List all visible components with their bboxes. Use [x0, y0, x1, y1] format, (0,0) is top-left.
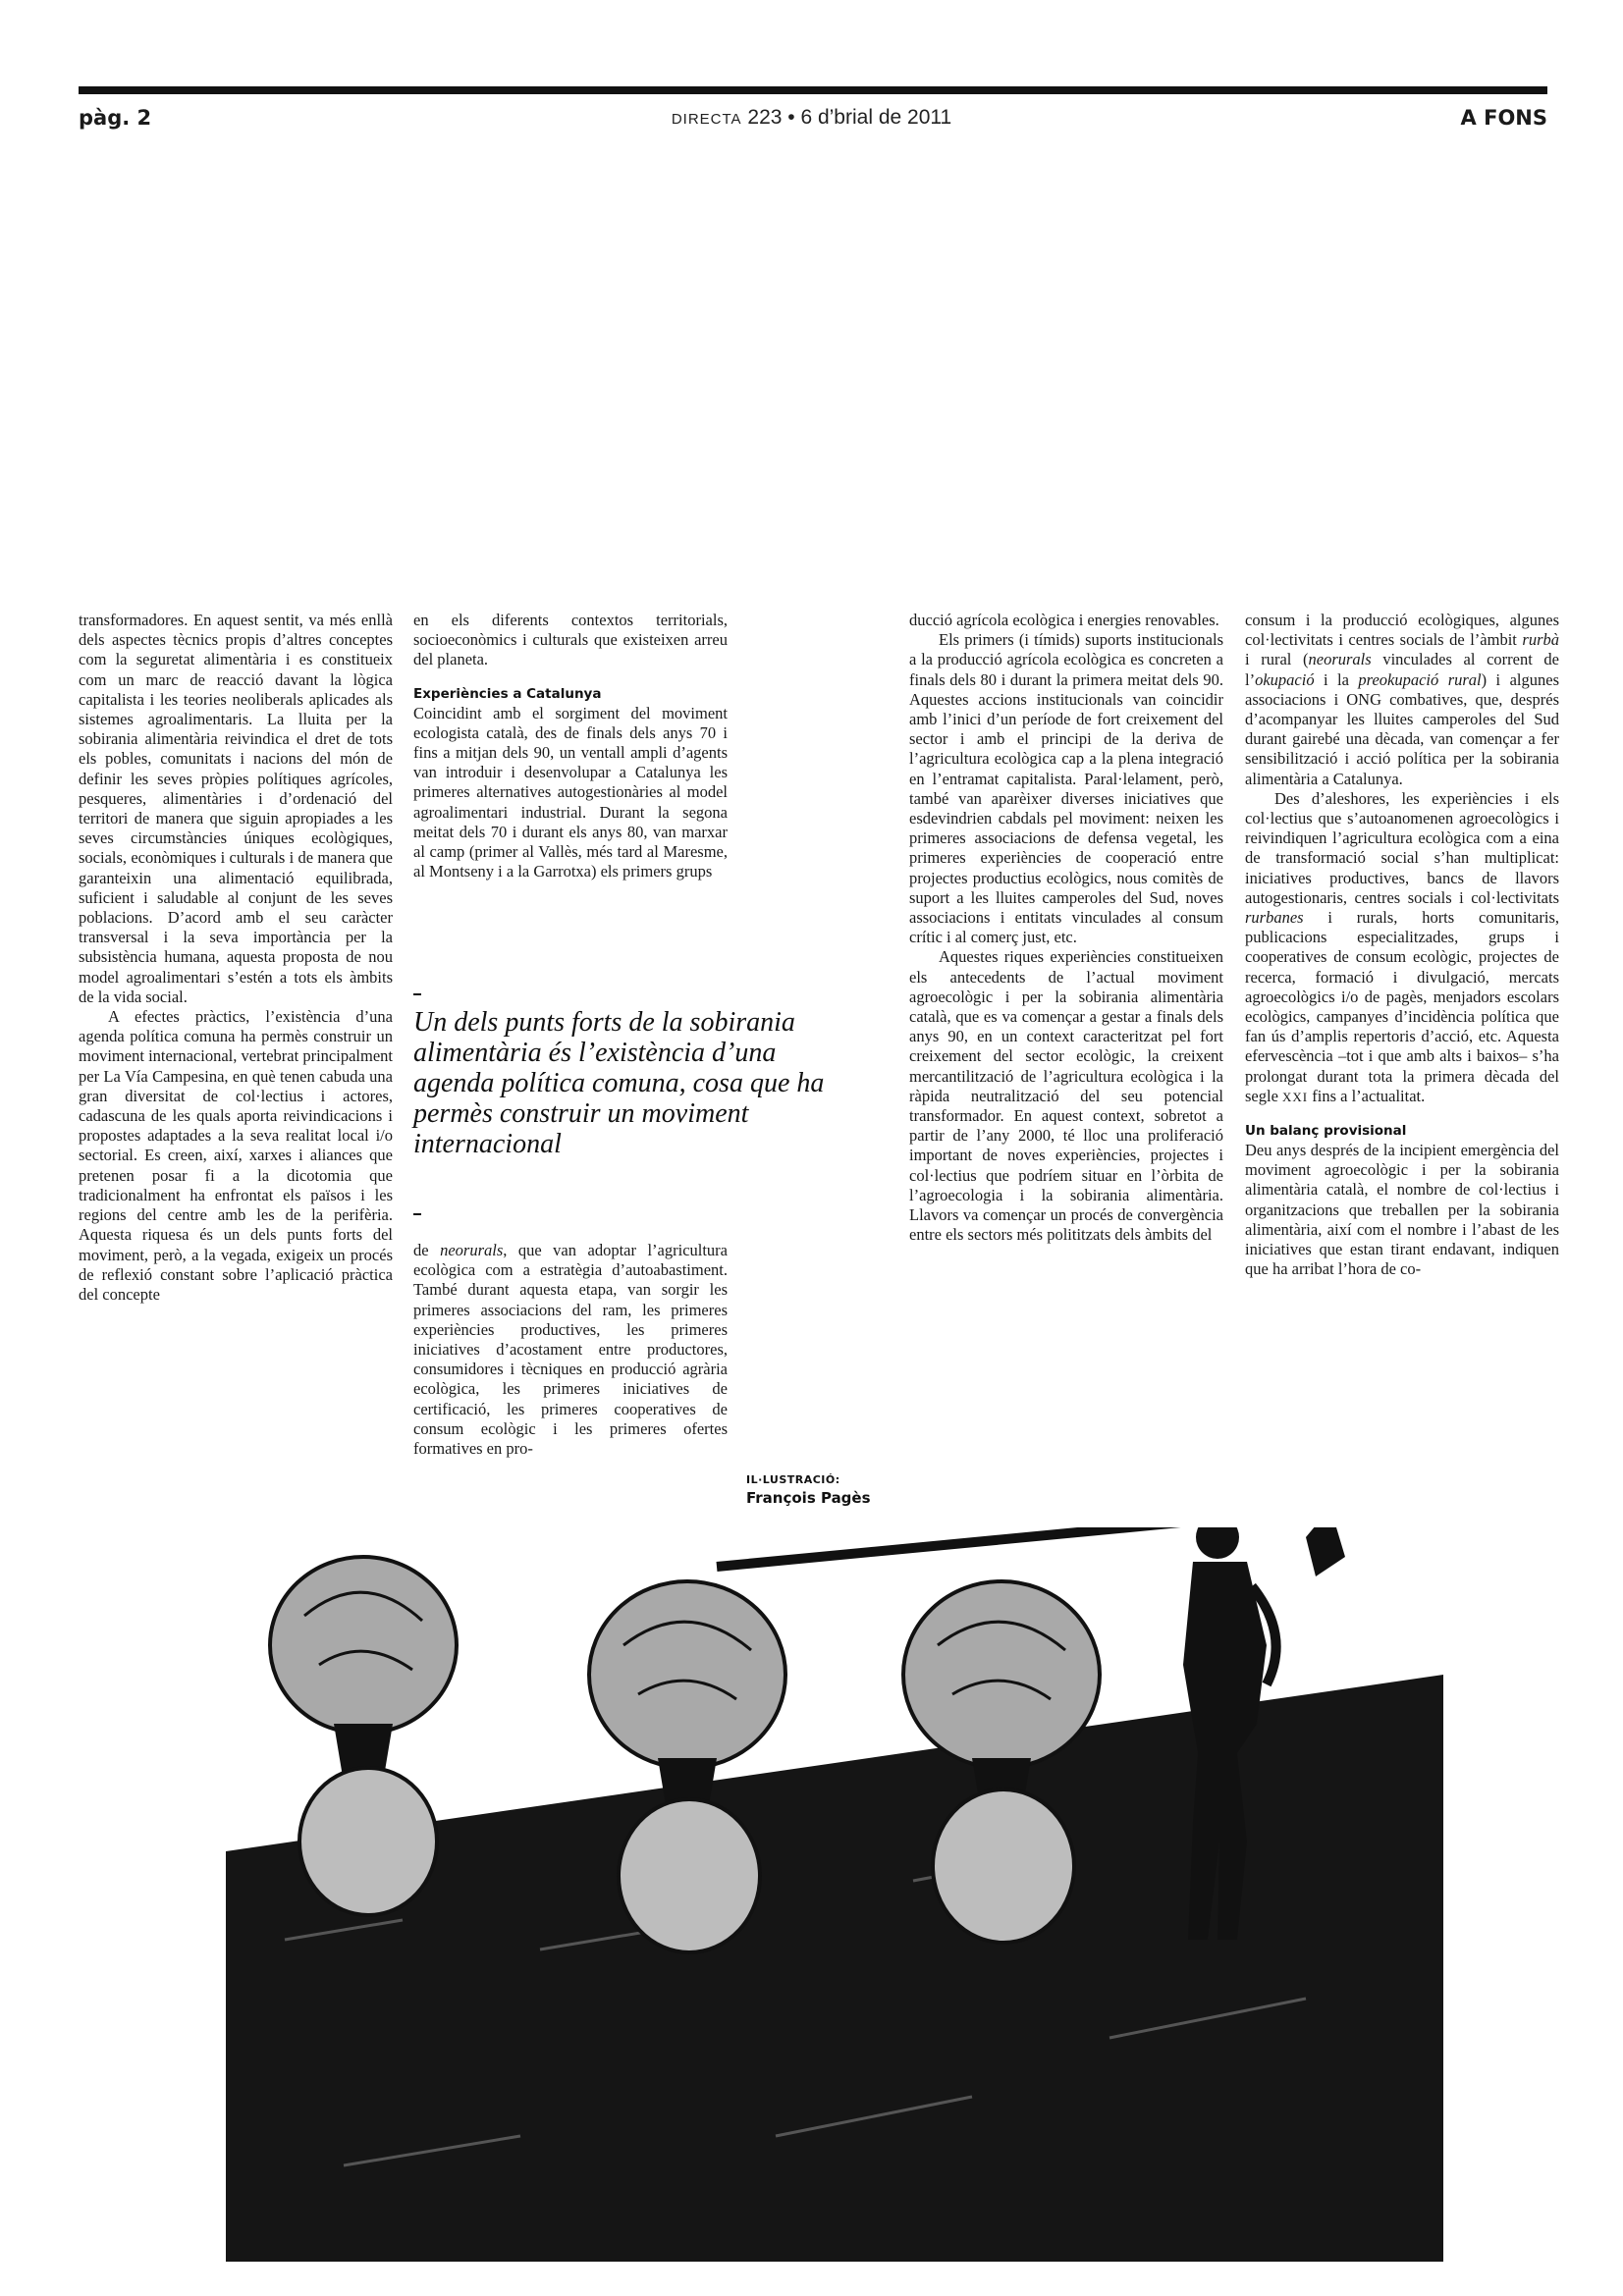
illustration-credit	[746, 1472, 874, 1508]
article-column-2	[413, 611, 728, 881]
paragraph: de neorurals, que van adoptar l’agricultura ecològica com a estratègia d’autoabastiment. També durant aquesta etapa, van sorgir les primeres associacions del ram, les primeres experiències productives, les primeres iniciatives d’acostament entre productores, consumidores i tècniques en producció agrària ecològica, les primeres iniciatives de certificació, les primeres cooperatives de consum ecològic i les primeres ofertes formatives en pro-	[413, 1241, 729, 1459]
paragraph: Des d’aleshores, les experiències i els col·lectius que s’autoanomenen agroecològics i reivindiquen l’agricultura ecològica com a eina de transformació social s’han multiplicat: iniciatives productives, bancs de llavors autogestionaris, centres socials i col·lectivitats rurbanes i rurals, horts comunitaris, publicacions especialitzades, grups i cooperatives de consum ecològic, projectes de recerca, formació i divulgació, mercats agroecològics i/o de pagès, menjadors escolars ecològics, campanyes d’incidència política que fan ús d’amplis repertoris d’acció, etc. Aquesta efervescència –tot i que amb alts i baixos– s’ha prolongat durant tota la primera dècada del segle XXI fins a l’actualitat.	[1245, 788, 1559, 1105]
paragraph: Aquestes riques experiències constitueixen els antecedents de l’actual moviment agroecològic i per la sobirania alimentària català, que es va començar a gestar a finals dels anys 90, en un context caracteritzat pel fort creixement del sector ecològic, la creixent mercantilització de l’agricultura ecològica i la ràpida neutralització del seu potencial transformador. En aquest context, sobretot a partir de l’any 2000, té lloc una proliferació important de noves experiències, projectes i col·lectius que podríem situar en l’òrbita de l’agroecologia i la sobirania alimentària. Llavors va començar un procés de convergència entre els sectors més polititzats dels àmbits del	[909, 947, 1223, 1245]
issue-date: 223 • 6 d’brial de 2011	[747, 106, 952, 129]
paragraph: Deu anys després de la incipient emergència del moviment agroecològic i per la sobirania alimentària català, el nombre de col·lectius i organitzacions que treballen per la sobirania alimentària, així com el nombre i l’abast de les iniciatives que estan tirant endavant, indiquen que ha arribat l’hora de co-	[1245, 1141, 1559, 1279]
article-column-3	[909, 611, 1223, 1246]
article-column-4	[1245, 611, 1559, 1280]
paragraph: transformadores. En aquest sentit, va més enllà dels aspectes tècnics propis d’altres conceptes com la seguretat alimentària i es constitueix com un marc de reacció davant la lògica capitalista i les teories neoliberals aplicades als sistemes agroalimentaris. La lluita per la sobirania alimentària reivindica el dret de tots els pobles, comunitats i nacions del món de definir les seves pròpies polítiques agrícoles, pesqueres, alimentàries i d’ordenació del territori de manera que siguin apropiades a les seves circumstàncies úniques ecològiques, socials, econòmiques i culturals i de manera que garanteixin una alimentació equilibrada, suficient i saludable al conjunt de les seves poblacions. D’acord amb el seu caràcter transversal i la seva importància per la subsistència humana, aquesta proposta de nou model agroalimentari s’estén a tots els àmbits de la vida social.	[79, 611, 393, 1006]
emphasis: neorurals	[440, 1241, 504, 1259]
pullquote-dash-bottom	[413, 1213, 421, 1215]
pullquote-dash-top	[413, 993, 421, 995]
header-rule	[79, 86, 1547, 94]
paragraph: ducció agrícola ecològica i energies renovables.	[909, 611, 1219, 629]
pullquote: Un dels punts forts de la sobirania alimentària és l’existència d’una agenda política comuna, cosa que ha permès construir un moviment internacional	[413, 1007, 825, 1159]
paragraph: A efectes pràctics, l’existència d’una agenda política comuna ha permès construir un moviment internacional, vertebrat principalment per La Vía Campesina, en què tenen cabuda una gran diversitat de col·lectius i actores, cadascuna de les quals aporta reivindicacions i propostes adaptades a la seva realitat local i/o sectorial. Es creen, així, xarxes i aliances que pretenen posar fi a la dicotomia que tradicionalment ha enfrontat els països i les regions del centre amb les de la perifèria. Aquesta riquesa és un dels punts forts del moviment, però, a la vegada, exigeix un procés de reflexió constant sobre l’aplicació pràctica del concepte	[79, 1007, 393, 1304]
paragraph: Coincidint amb el sorgiment del moviment ecologista català, des de finals dels anys 70 i fins a mitjan dels 90, un ventall ampli d’agents van introduir i desenvolupar a Catalunya les primeres alternatives autogestionàries al model agroalimentari industrial. Durant la segona meitat dels 70 i durant els anys 80, van marxar al camp (primer al Vallès, més tard al Maresme, al Montseny i a la Garrotxa) els primers grups	[413, 703, 728, 881]
paragraph: consum i la producció ecològiques, algunes col·lectivitats i centres socials de l’àmbit rurbà i rural (neorurals vinculades al corrent de l’okupació i la preokupació rural) i algunes associacions i ONG combatives, que, després d’acompanyar les lluites camperoles del Sud durant gairebé una dècada, van començar a fer sensibilització i acció política per la sobirania alimentària a Catalunya.	[1245, 611, 1560, 788]
article-column-1	[79, 611, 393, 1305]
credit-label: IL·LUSTRACIÓ:	[746, 1473, 840, 1486]
credit-name: François Pagès	[746, 1489, 871, 1507]
section-label: A FONS	[1460, 106, 1547, 130]
publication-line	[0, 104, 1623, 133]
publication-name: DIRECTA	[671, 111, 742, 128]
subheading: Un balanç provisional	[1245, 1123, 1407, 1140]
article-column-2-continued	[413, 1241, 728, 1459]
page-number: pàg. 2	[79, 106, 152, 130]
paragraph: Els primers (i tímids) suports institucionals a la producció agrícola ecològica es concreten a finals dels 80 i durant la primera meitat dels 90. Aquestes accions institucionals van coincidir amb l’inici d’un període de fort creixement del sector i amb el principi de la deriva de l’agricultura ecològica cap a la plena integració en l’entramat capitalista. Paral·lelament, però, també van aparèixer diverses iniciatives que esdevindrien cabdals pel moviment: neixen les primeres associacions de defensa vegetal, les primeres experiències de cooperació entre projectes productius ecològics, nous comitès de suport a les lluites camperoles del Sud, noves associacions i entitats vinculades al consum crític i al comerç just, etc.	[909, 630, 1223, 947]
subheading: Experiències a Catalunya	[413, 685, 602, 702]
woodcut-illustration	[226, 1527, 1443, 2262]
paragraph: en els diferents contextos territorials, socioeconòmics i culturals que existeixen arreu del planeta.	[413, 611, 728, 669]
